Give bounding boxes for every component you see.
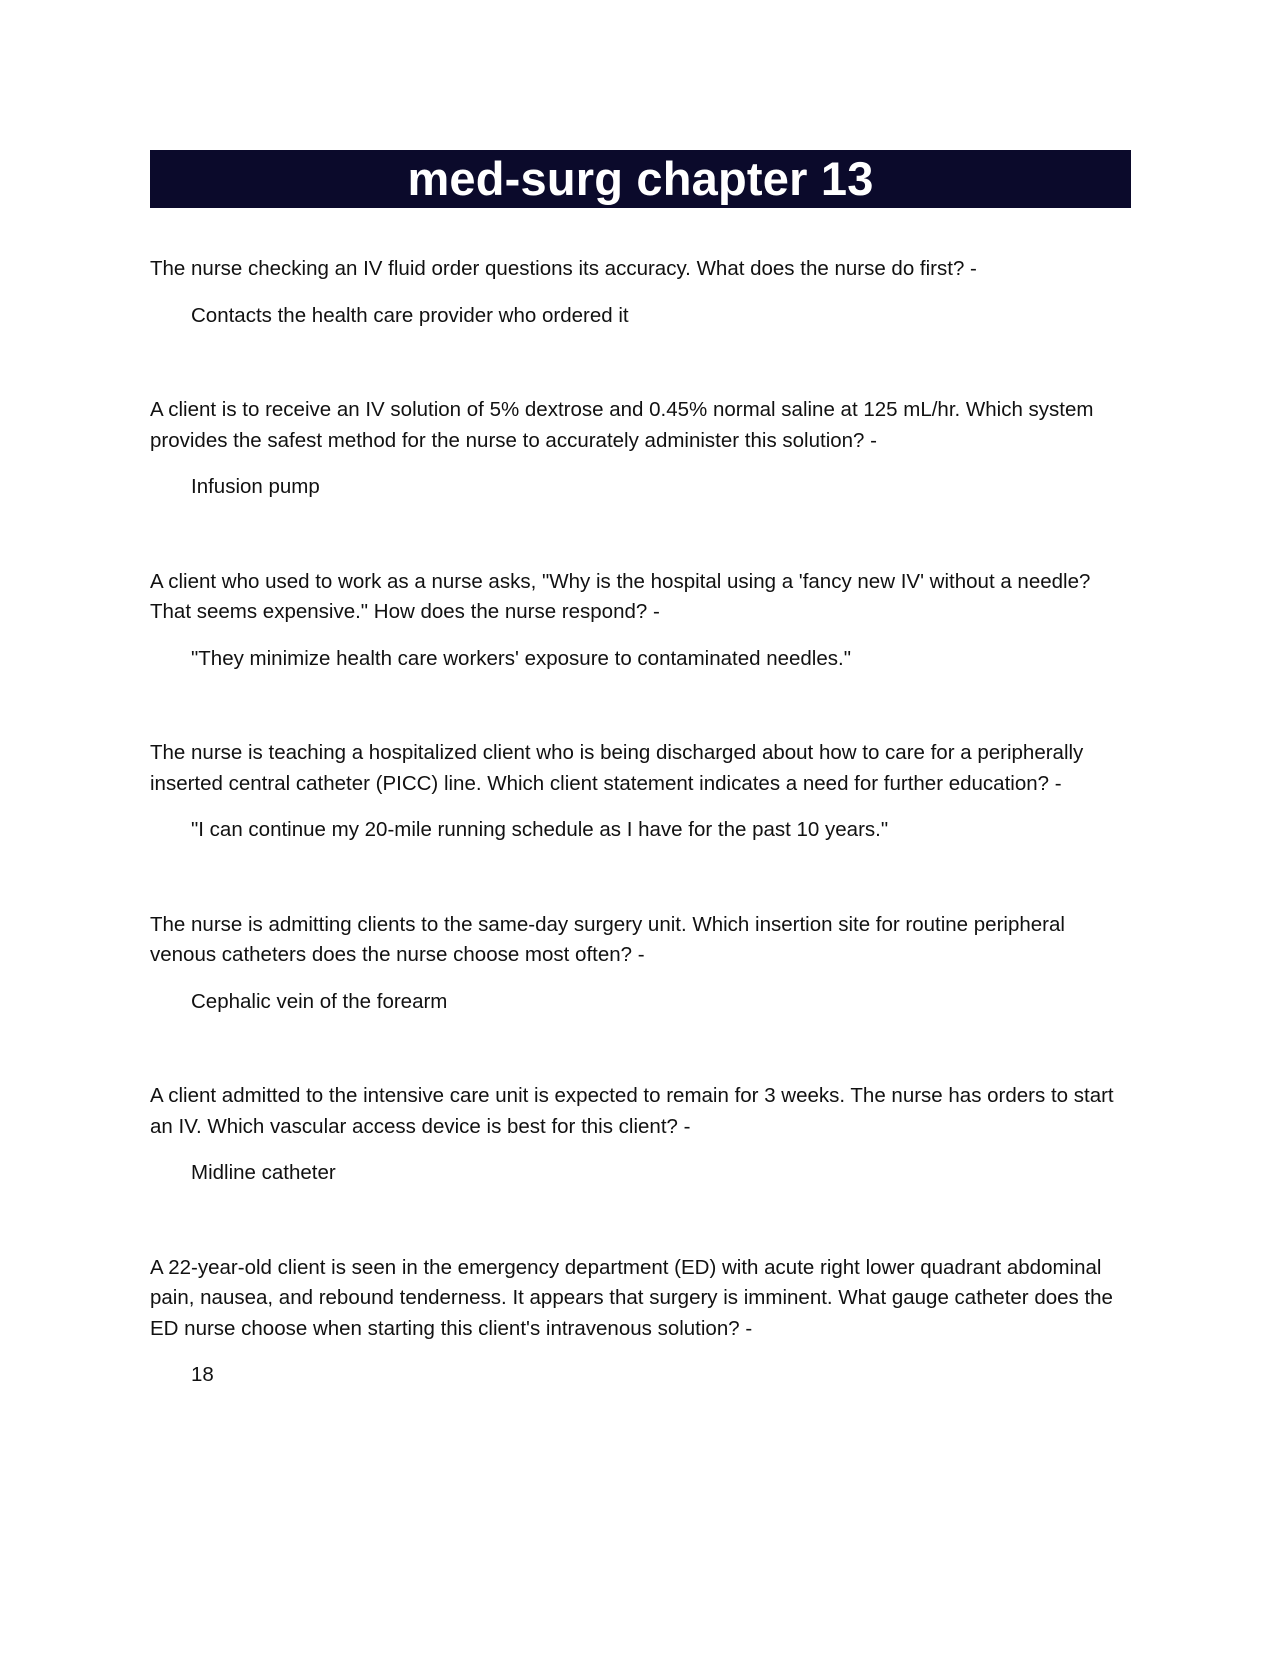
answer-text: Contacts the health care provider who ordered it: [191, 303, 629, 327]
answer-text: "They minimize health care workers' exposure to contaminated needles.": [191, 646, 851, 670]
qa-item-1: [150, 254, 1131, 331]
question-text: The nurse is teaching a hospitalized client who is being discharged about how to care for a peripherally inserted central catheter (PICC) line. Which client statement indicates a need for further education? -: [150, 741, 1084, 795]
qa-item-4: [150, 738, 1131, 846]
question-text: A client who used to work as a nurse asks, "Why is the hospital using a 'fancy new IV' without a needle? That seems expensive." How does the nurse respond? -: [150, 569, 1091, 623]
title-banner: [150, 150, 1131, 208]
qa-item-5: [150, 910, 1131, 1018]
answer-text: Cephalic vein of the forearm: [191, 989, 448, 1013]
qa-item-2: [150, 395, 1131, 503]
question-text: The nurse is admitting clients to the same-day surgery unit. Which insertion site for routine peripheral venous catheters does the nurse choose most often? -: [150, 912, 1065, 966]
qa-item-6: [150, 1081, 1131, 1189]
question-text: A 22-year-old client is seen in the emergency department (ED) with acute right lower quadrant abdominal pain, nausea, and rebound tenderness. It appears that surgery is imminent. What gauge catheter does the ED nurse choose when starting this client's intravenous solution? -: [150, 1255, 1113, 1340]
answer-text: 18: [191, 1363, 214, 1386]
answer-text: Infusion pump: [191, 475, 320, 498]
qa-list: [150, 254, 1131, 1391]
answer-text: Midline catheter: [191, 1161, 336, 1184]
question-text: The nurse checking an IV fluid order questions its accuracy. What does the nurse do first? -: [150, 257, 977, 280]
document-title: med-surg chapter 13: [407, 152, 874, 205]
answer-text: "I can continue my 20-mile running schedule as I have for the past 10 years.": [191, 818, 889, 841]
question-text: A client is to receive an IV solution of 5% dextrose and 0.45% normal saline at 125 mL/hr. Which system provides the safest method for the nurse to accurately administer this solution? -: [150, 398, 1094, 452]
question-text: A client admitted to the intensive care unit is expected to remain for 3 weeks. The nurse has orders to start an IV. Which vascular access device is best for this client? -: [150, 1084, 1114, 1138]
qa-item-3: [150, 567, 1131, 675]
document-page: [150, 150, 1131, 1455]
qa-item-7: [150, 1253, 1131, 1391]
